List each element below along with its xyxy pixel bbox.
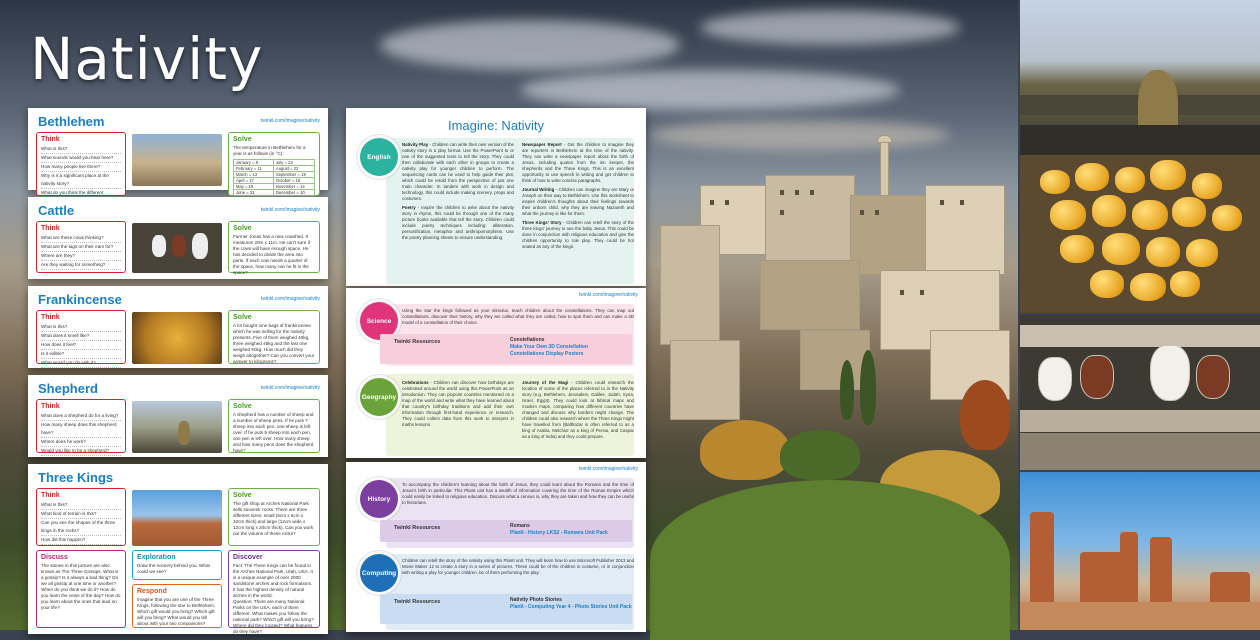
three-kings-card [28,464,328,634]
card-url: twinkl.com/imagine/nativity [260,296,320,302]
think-item: What sounds would you hear here? [41,154,121,163]
discuss-text: The stones in this picture are also known as The Three Gossips. What is a gossip? Is it always a bad thing? Do we all gossip at one time or another? When do you think we do it? How do you learn the news of the day? How do you learn about the ones that lead on your life? [41,563,121,610]
card-title: Bethlehem [38,114,105,129]
solve-label: Solve [233,314,252,321]
history-text: To accompany the children's learning about the birth of Jesus, they could learn about the Romans and the time of Jesus's birth in particular. This PlanIt unit has a wealth of information covering the time of the Roman Empire which could easily be linked to religious education. Discuss what a census is, why they are taken and how they can be useful to historians. [402,482,634,505]
history-resources: Twinkl Resources Romans PlanIt - History LKS2 - Romans Unit Pack [380,520,632,542]
english-col-1: Nativity Play - Children can write their own version of the nativity story in a play format. Use the PowerPoint to or one of the suggested texts to tell the story. They could then collaborate with each other in groups to create a nativity play for younger children to perform. The sequencing cards can be used to help guide their plot, which could be retold from the perspective of just one main character. In tandem with work in design and technology, this could include making scenery, props and costumes. Poetry - Inspire the children to write about the nativity story in rhyme, this could be through one of the many picture books available that tell the story. Children could include poetry techniques including: alliteration, personification, metaphor and anthropomorphism. Use the poetry planning sheets to ensure understanding. [402,142,514,240]
solve-box [228,132,320,196]
discover-text: Fact: The Three Kings can be found in the Arches National Park, Utah, USA. It is a unique example of over 2000 sandstone arches and rock formations. It has the highest density of natural arches in the world. [233,563,313,598]
science-resources: Twinkl Resources Constellations Make Your Own 3D Constellation Constellations Display Posters [380,334,632,364]
computing-badge: Computing [360,554,398,592]
shepherd-photo [1020,0,1260,153]
resource-link[interactable]: PlanIt - Computing Year 4 - Photo Stories Unit Pack [510,604,632,610]
exploration-box [132,550,222,580]
page-title: Nativity [30,25,264,93]
history-badge: History [360,480,398,518]
solve-box [228,310,320,364]
think-item: How did this happen? [41,536,121,545]
discover-label: Discover [233,554,263,561]
panel-url: twinkl.com/imagine/nativity [578,292,638,298]
discover-box [228,550,320,634]
discuss-label: Discuss [41,554,68,561]
think-item: Would you like to be a shepherd? [41,447,121,456]
think-box [36,310,126,364]
think-item: How does it feel? [41,341,121,350]
science-badge: Science [360,302,398,340]
think-label: Think [41,492,60,499]
think-item: What is this? [41,145,121,154]
solve-text: Farmer Jonas has a new cowshed. It measures 20m x 11m. He can't sure if the cows will have enough space. He has decided to divide the area into parts. If each cow needs a quarter of the space, how many can he fit in the space? [233,234,310,275]
card-title: Shepherd [38,381,98,396]
solve-text: A shepherd has a number of sheep and a number of sheep pens. If he puts 7 sheep into each pen, one sheep is left over. If he puts 9 sheep into each pen, one pen is left over. How many sheep and how many pens does the shepherd have? [233,412,314,453]
think-item: What would you do with it? [41,359,121,368]
frankincense-photo [1020,155,1260,313]
bethlehem-card [28,108,328,195]
think-item: Why is it a significant place at the nativity story? [41,172,121,189]
card-title: Cattle [38,203,75,218]
think-item: What does a shepherd do for a living? [41,412,121,421]
card-url: twinkl.com/imagine/nativity [260,118,320,124]
shepherd-card [28,375,328,457]
exploration-label: Exploration [137,554,176,561]
think-box [36,132,126,196]
think-item: What does it smell like? [41,332,121,341]
imagine-english-panel [346,108,646,286]
computing-text: Children can retell the story of the nativity using this PlanIt unit. They will learn how to use Microsoft Publisher 2013 and Movie Maker 12 to create a story in a series of pictures. These could be of the children in costume, or in conjunction with writing a play for younger children, be of them performing the play. [402,558,635,575]
think-item: What is this? [41,501,121,510]
think-item: What do you think the different [41,189,121,206]
cattle-photo [1020,315,1260,470]
respond-text: Imagine that you are one of the Three Kings, following the star to Bethlehem. Which gift would you bring? Which gift will you bring? What would you tell about with your two companions? [137,597,216,626]
think-label: Think [41,136,60,143]
card-title: Frankincense [38,292,122,307]
geography-col-1: Celebrations - Children can discover how birthdays are celebrated around the world using this PowerPoint as an introduction. They can pinpoint countries mentioned on a map of the world and write what they have learned about that country's birthday traditions and add their own information through first-hand experience or research. They could collect data from this work to interpret in maths lessons. [402,380,514,427]
solve-text: The temperature in Bethlehem for a year is as follows (in °C): [233,145,306,156]
shepherd-thumbnail [132,401,222,453]
imagine-title: Imagine: Nativity [447,118,545,133]
temperature-table: January = 8 July = 23 February = 11 August = 22 March = 13 September = 19 April = 17 October = 16 May = 19 November = 14 June = 21 December = 10 [233,159,315,196]
think-box [36,399,126,453]
english-col-2: Newspaper Report - Get the children to imagine they are reporters in Bethlehem at the time of the nativity. They can write a newspaper report about the birth of Jesus, including quotes from the inn keeper, the shepherds and the Three Kings. This is an excellent opportunity to use speech in writing and get children to think of how to write concise paragraphs. Journal Writing - Children can imagine they are Mary or Joseph on their way to Bethlehem. Use this worksheet to inspire children's thoughts about their feelings towards their unborn child, why they are leaving Nazareth and what the journey is like for them. Three Kings' Story - Children can retell the story of the three kings' journey to see the baby Jesus. This could be done in conjunction with religious education and give the children opportunity to role play. They could be hot seated as any of the kings. [522,142,634,249]
think-item: What kind of terrain is this? [41,510,121,519]
cattle-thumbnail [132,223,222,273]
resource-link[interactable]: Make Your Own 3D Constellation [510,344,588,350]
solve-box [228,399,320,453]
think-item: What is this? [41,323,121,332]
geography-col-2: Journey of the Magi - Children could research the location of some of the places referred to in the Nativity story (e.g. Bethlehem, Jerusalem, Galilee, Judah, Syria, Israel, Egypt). They could look at biblical maps and modern maps, comparing how different countries have changed and discuss why borders might change. The children could also research where the Three Kings might have travelled from (Balthazar is often referred to as a king of Arabia, Melchior as a king of Persia, and Caspar as a king of India) and they could prepare. [522,380,634,439]
discover-question: Question: There are many National Parks on the USA, each of them different. What makes you follow the national park? Which gift will you bring? Where did they located? What features do they have? [233,599,314,634]
respond-label: Respond [137,588,167,595]
think-box [36,488,126,546]
respond-box [132,584,222,628]
solve-label: Solve [233,492,252,499]
three-kings-thumbnail [132,490,222,546]
think-label: Think [41,314,60,321]
panel-url: twinkl.com/imagine/nativity [578,466,638,472]
bethlehem-thumbnail [132,134,222,186]
geography-badge: Geography [360,378,398,416]
solve-label: Solve [233,136,252,143]
think-label: Think [41,225,60,232]
resource-link[interactable]: Constellations Display Posters [510,351,584,357]
think-box [36,221,126,273]
resource-link[interactable]: PlanIt - History LKS2 - Romans Unit Pack [510,530,608,536]
imagine-science-geography-panel [346,288,646,458]
think-item: How many sheep does this shepherd have? [41,421,121,438]
think-item: Can you see the shapes of the three kings in the rocks? [41,519,121,536]
solve-label: Solve [233,225,252,232]
think-item: Where are they? [41,252,121,261]
think-item: What are these cows thinking? [41,234,121,243]
cattle-card [28,197,328,279]
card-url: twinkl.com/imagine/nativity [260,385,320,391]
card-url: twinkl.com/imagine/nativity [260,207,320,213]
card-title: Three Kings [38,470,114,485]
three-kings-rocks-photo [1020,472,1260,630]
science-text: Using the star the kings followed as your stimulus, teach children about the constellations. They can map out constellations, discover their history, why they are called what they are called, how to spot them and can make a 3D model of a constellation of their choice. [402,308,634,325]
think-item: Where does he work? [41,438,121,447]
exploration-text: Draw the scenery behind you. What could we see? [137,563,210,574]
computing-resources: Twinkl Resources Nativity Photo Stories PlanIt - Computing Year 4 - Photo Stories Unit Pack [380,594,632,624]
think-item: Are they waiting for something? [41,261,121,270]
solve-box [228,488,320,546]
frankincense-thumbnail [132,312,222,364]
think-item: How many people live there? [41,163,121,172]
english-badge: English [360,138,398,176]
frankincense-card [28,286,328,368]
solve-label: Solve [233,403,252,410]
think-label: Think [41,403,60,410]
think-item: Is it edible? [41,350,121,359]
solve-box [228,221,320,273]
imagine-history-computing-panel [346,462,646,632]
discuss-box [36,550,126,628]
solve-text: The gift shop at Arches National Park sells souvenir rocks. There are three different sizes: small (5cm x 5cm x 10cm thick) and large (12cm wide x 12cm long x 20cm thick). Can you work out the volume of these rocks? [233,501,314,536]
solve-text: A lot bought nine bags of frankincense which he was selling for the nativity presents. Five of them weighed 40kg, three weighed 45kg and the last one weighed 50kg. How much did they weigh altogether? Can you convert your answer to kilograms? [233,323,315,364]
think-item: What are the tags on their ears for? [41,243,121,252]
